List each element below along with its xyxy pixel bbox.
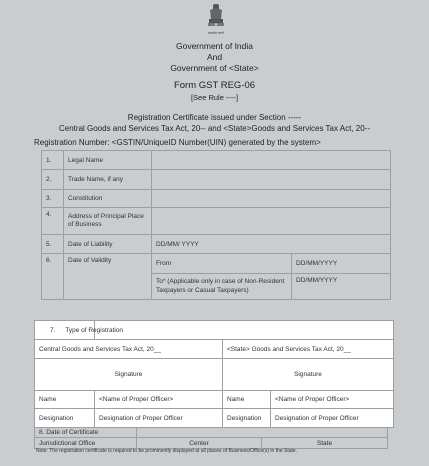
row-label: Type of Registration (65, 326, 124, 334)
state-signature: Signature (223, 359, 394, 391)
footer-note: Note: The registration certificate is required to be prominently displayed at all places of Business/Office(s) in the State. (36, 448, 298, 454)
date-of-liability-value: DD/MM/ YYYY (152, 235, 391, 254)
footer-table (34, 427, 388, 449)
validity-to-date: DD/MM/YYYY (292, 274, 391, 300)
row-label: Constitution (64, 190, 152, 208)
emblem-caption: सत्यमेव जयते (208, 31, 224, 35)
jurisdictional-office-label: Jurisdictional Office (35, 438, 137, 449)
row-number: 5. (42, 235, 64, 254)
header-line-2: And (206, 52, 223, 62)
row-number: 1. (42, 151, 64, 170)
central-designation-label: Designation (35, 409, 95, 428)
central-name-value: <Name of Proper Officer> (95, 391, 223, 409)
type-of-registration-value (95, 321, 394, 340)
table-row (35, 409, 394, 428)
row-number (35, 321, 124, 340)
date-of-certificate-label: 8. Date of Certificate (35, 428, 137, 438)
validity-to-label: To* (Applicable only in case of Non-Resident Taxpayers or Casual Taxpayers) (152, 274, 292, 300)
table-row (35, 340, 394, 359)
row-number: 3. (42, 190, 64, 208)
state-name-label: Name (223, 391, 271, 409)
table-row (42, 208, 391, 235)
row-value (152, 190, 391, 208)
table-row (42, 151, 391, 170)
row-number-text: 7. (50, 326, 56, 334)
row-value (152, 208, 391, 235)
state-act: <State> Goods and Services Tax Act, 20__ (223, 340, 394, 359)
state-label: State (262, 438, 388, 449)
table-row (35, 359, 394, 391)
table-row (42, 170, 391, 190)
state-designation-label: Designation (223, 409, 271, 428)
row-number: 6. (42, 254, 64, 300)
row-number: 4. (42, 208, 64, 235)
row-label: Address of Principal Place of Business (64, 208, 152, 235)
date-of-certificate-value (137, 428, 388, 438)
center-label: Center (137, 438, 262, 449)
validity-from-date: DD/MM/YYYY (292, 254, 391, 274)
table-row (42, 190, 391, 208)
table-row (42, 254, 391, 274)
header-line-1: Government of India (175, 41, 253, 51)
row-label: Date of Liability (64, 235, 152, 254)
form-title: Form GST REG-06 (173, 80, 256, 91)
state-name-value: <Name of Proper Officer> (271, 391, 394, 409)
table-row (35, 391, 394, 409)
header-line-3: Government of <State> (170, 63, 259, 73)
subtitle-line-2: Central Goods and Services Tax Act, 20-- and <State>Goods and Services Tax Act, 20-- (59, 124, 370, 133)
row-number: 2. (42, 170, 64, 190)
central-signature: Signature (35, 359, 223, 391)
row-label: Date of Validity (64, 254, 152, 300)
row-value (152, 170, 391, 190)
registration-number: Registration Number: <GSTIN/UniqueID Number(UIN) generated by the system> (34, 138, 321, 147)
row-label: Trade Name, if any (64, 170, 152, 190)
national-emblem-icon (204, 2, 228, 38)
validity-from-label: From (152, 254, 292, 274)
details-table (41, 150, 391, 300)
table-row (35, 428, 388, 438)
central-name-label: Name (35, 391, 95, 409)
central-designation-value: Designation of Proper Officer (95, 409, 223, 428)
row-label: Legal Name (64, 151, 152, 170)
subtitle-line-1: Registration Certificate issued under Section ----- (127, 113, 302, 122)
table-row (42, 235, 391, 254)
rule-reference: [See Rule ----] (190, 93, 239, 102)
signature-table (34, 320, 394, 428)
table-row (35, 438, 388, 449)
central-act: Central Goods and Services Tax Act, 20__ (35, 340, 223, 359)
table-row (35, 321, 394, 340)
row-value (152, 151, 391, 170)
state-designation-value: Designation of Proper Officer (271, 409, 394, 428)
